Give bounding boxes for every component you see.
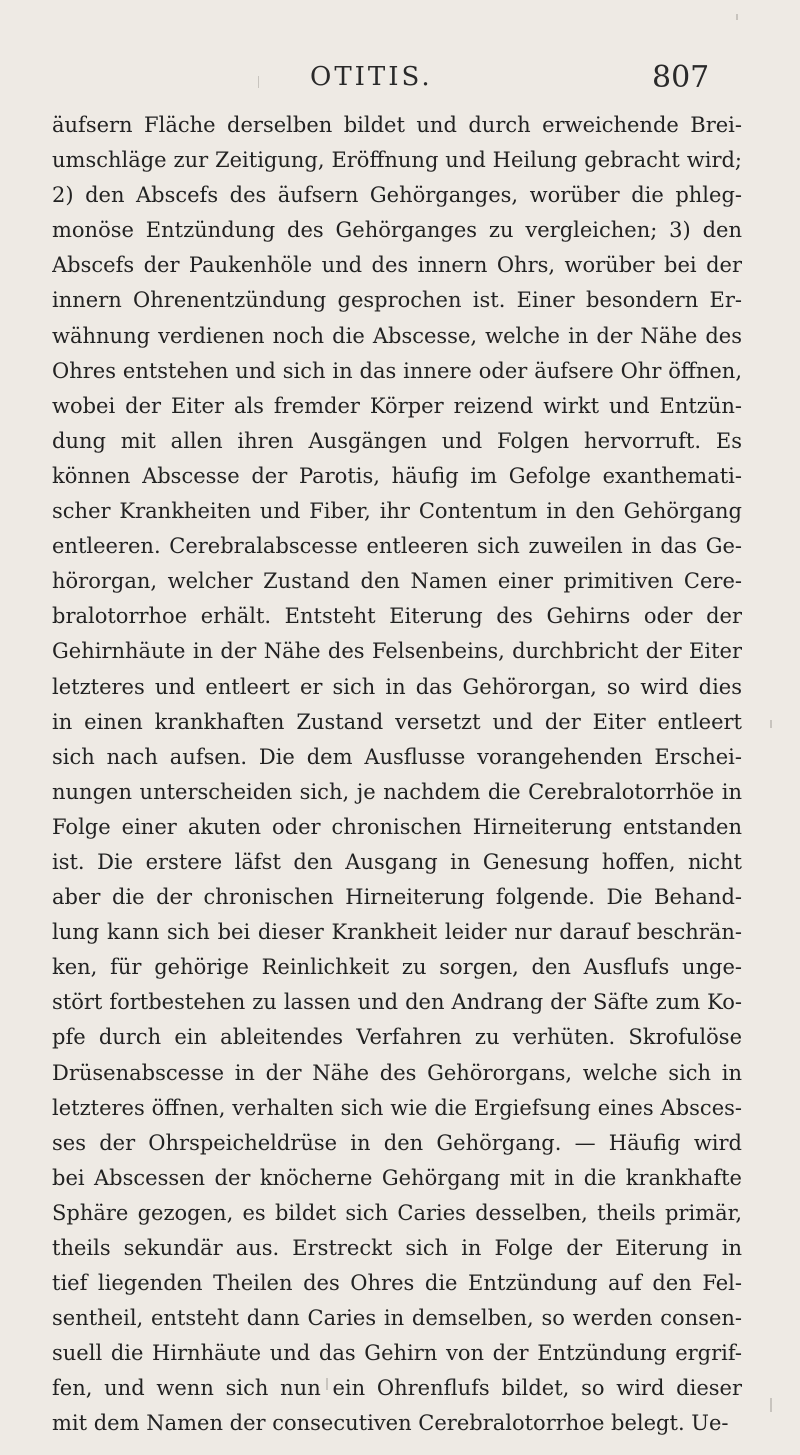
text-line: sich nach aufsen. Die dem Ausflusse vorangehenden Erschei-: [52, 744, 742, 769]
text-line: fen, und wenn sich nun ein Ohrenflufs bildet, so wird dieser: [52, 1376, 742, 1401]
text-line: tief liegenden Theilen des Ohres die Entzündung auf den Fel-: [52, 1271, 742, 1296]
text-line: können Abscesse der Parotis, häufig im Gefolge exanthemati-: [52, 463, 742, 488]
text-line: Drüsenabscesse in der Nähe des Gehörorgans, welche sich in: [52, 1060, 742, 1085]
text-line: monöse Entzündung des Gehörganges zu vergleichen; 3) den: [52, 218, 742, 243]
text-line: bralotorrhoe erhält. Entsteht Eiterung des Gehirns oder der: [52, 604, 742, 629]
text-line: innern Ohrenentzündung gesprochen ist. Einer besondern Er-: [52, 288, 742, 313]
paper-speck: [770, 720, 772, 728]
text-line: dung mit allen ihren Ausgängen und Folgen hervorruft. Es: [52, 428, 742, 453]
paper-speck: [326, 1378, 328, 1390]
page-number: 807: [652, 60, 710, 95]
paper-speck: [770, 1398, 772, 1412]
text-line: Abscefs der Paukenhöle und des innern Ohrs, worüber bei der: [52, 253, 742, 278]
paper-speck: [736, 14, 738, 20]
text-line: entleeren. Cerebralabscesse entleeren sich zuweilen in das Ge-: [52, 534, 742, 559]
text-line: scher Krankheiten und Fiber, ihr Contentum in den Gehörgang: [52, 499, 742, 524]
text-line: Ohres entstehen und sich in das innere oder äufsere Ohr öffnen,: [52, 358, 742, 383]
text-line: 2) den Abscefs des äufsern Gehörganges, worüber die phleg-: [52, 183, 742, 208]
text-line: mit dem Namen der consecutiven Cerebralotorrhoe belegt. Ue-: [52, 1411, 729, 1436]
text-line: suell die Hirnhäute und das Gehirn von der Entzündung ergrif-: [52, 1341, 742, 1366]
text-line: äufsern Fläche derselben bildet und durch erweichende Brei-: [52, 113, 742, 137]
text-line: ses der Ohrspeicheldrüse in den Gehörgang. — Häufig wird: [52, 1130, 742, 1155]
text-line: bei Abscessen der knöcherne Gehörgang mit in die krankhafte: [52, 1165, 742, 1190]
running-head: [0, 58, 800, 98]
text-line: Gehirnhäute in der Nähe des Felsenbeins, durchbricht der Eiter: [52, 639, 742, 664]
text-line: umschläge zur Zeitigung, Eröffnung und Heilung gebracht wird;: [52, 148, 742, 173]
text-line: nungen unterscheiden sich, je nachdem die Cerebralotorrhöe in: [52, 779, 742, 804]
text-line: theils sekundär aus. Erstreckt sich in Folge der Eiterung in: [52, 1236, 742, 1260]
text-line: letzteres öffnen, verhalten sich wie die Ergiefsung eines Absces-: [52, 1095, 742, 1120]
text-line: ist. Die erstere läfst den Ausgang in Genesung hoffen, nicht: [52, 849, 742, 874]
text-line: aber die der chronischen Hirneiterung folgende. Die Behand-: [52, 885, 742, 910]
text-line: sentheil, entsteht dann Caries in demselben, so werden consen-: [52, 1306, 742, 1331]
text-line: hörorgan, welcher Zustand den Namen einer primitiven Cere-: [52, 569, 742, 594]
text-line: letzteres und entleert er sich in das Gehörorgan, so wird dies: [52, 674, 742, 699]
text-line: wähnung verdienen noch die Abscesse, welche in der Nähe des: [52, 323, 742, 348]
text-line: pfe durch ein ableitendes Verfahren zu verhüten. Skrofulöse: [52, 1025, 742, 1050]
text-line: in einen krankhaften Zustand versetzt und der Eiter entleert: [52, 709, 742, 734]
paper-speck: [258, 76, 259, 88]
text-line: Sphäre gezogen, es bildet sich Caries desselben, theils primär,: [52, 1200, 742, 1225]
text-line: lung kann sich bei dieser Krankheit leider nur darauf beschrän-: [52, 920, 742, 945]
text-line: ken, für gehörige Reinlichkeit zu sorgen, den Ausflufs unge-: [52, 955, 742, 980]
body-text: [52, 108, 742, 1442]
text-line: stört fortbestehen zu lassen und den Andrang der Säfte zum Ko-: [52, 990, 742, 1015]
running-title: OTITIS.: [310, 62, 433, 92]
text-line: wobei der Eiter als fremder Körper reizend wirkt und Entzün-: [52, 393, 742, 418]
text-line: Folge einer akuten oder chronischen Hirneiterung entstanden: [52, 814, 742, 839]
